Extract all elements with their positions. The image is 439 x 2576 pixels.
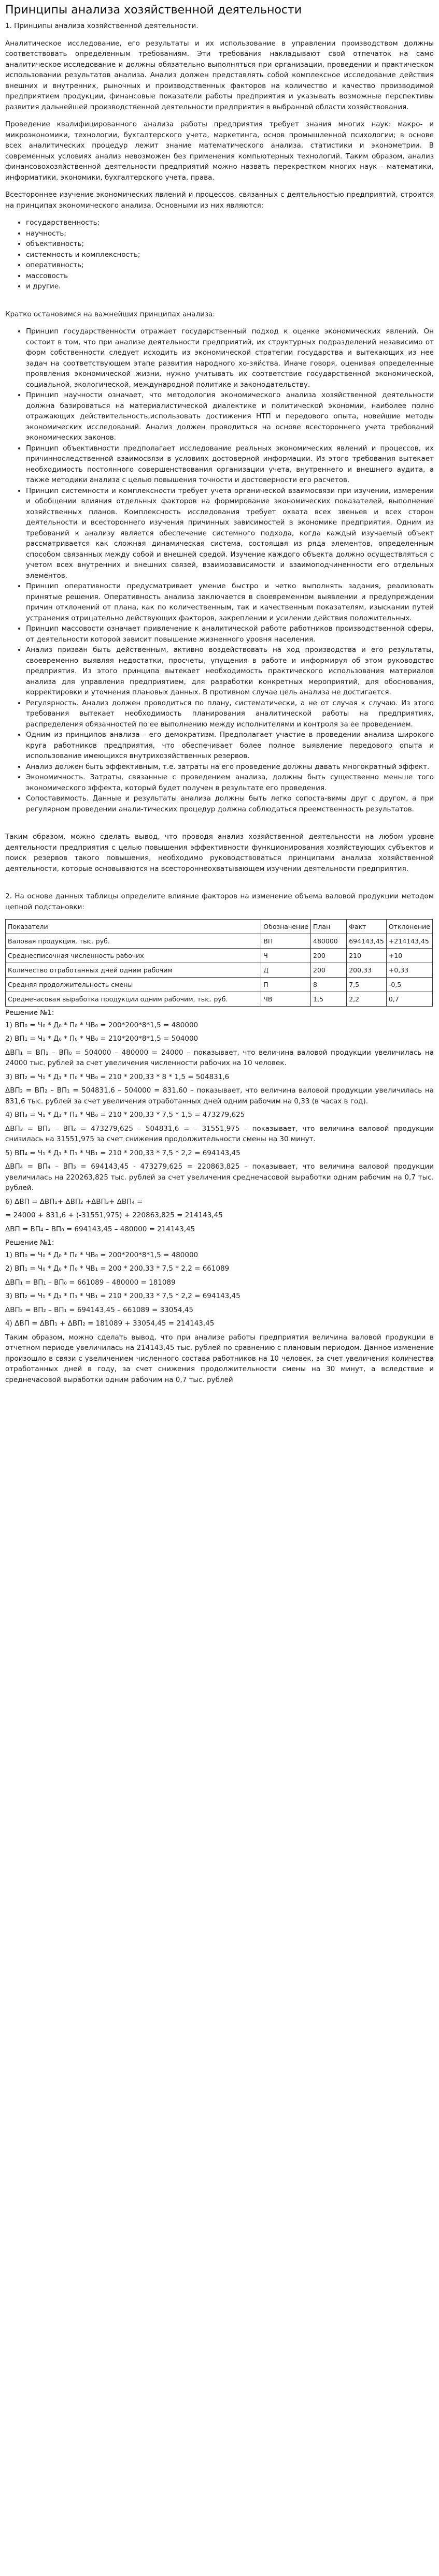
table-row [6,934,433,949]
table-cell: Ч [261,949,311,963]
table-cell: 694143,45 [347,934,387,949]
calc-line: 4) ΔВП = ΔВП₁ + ΔВП₂ = 181089 + 33054,45 = 214143,45 [5,1319,215,1328]
section-heading-2: 2. На основе данных таблицы определите влияние факторов на изменение объема валовой продукции методом цепной подстановки: [5,892,434,911]
list-item: • Принцип объективности предполагает исследование реальных экономических явлений и процессов, их причинноследственной взаимосвязи в условиях достоверной информации. Из этого требования вытекает необходимость постоянного совершенствования организации учета, внутреннего и внешнего аудита, а также методики анализа с целью повышения точности и достоверности его расчетов. [26,443,434,486]
table-cell: +10 [386,949,432,963]
list-item: • Сопоставимость. Данные и результаты анализа должны быть легко сопоста-вимы друг с другом, а при регулярном проведении анали-тических процедур должна соблюдаться преемственность результатов. [26,793,434,814]
list-item: • оперативность; [26,260,434,271]
list-item: • Принцип научности означает, что методология экономического анализа хозяйственной деятельности должна базироваться на материалистической диалектике и политической экономии, наиболее полно отражающих действительность,использовать достижения НТП и передового опыта, новейшие методы экономических исследований. Анализ должен проводиться на основе всестороннего учета требований экономических законов. [26,390,434,443]
table-header-cell: Факт [347,920,387,934]
table-cell: 200 [311,949,347,963]
list-item: • государственность; [26,217,434,228]
table-header-row [6,920,433,934]
table-cell: 210 [347,949,387,963]
list-item: • массовость [26,271,434,282]
list-item: • Одним из принципов анализа - его демократизм. Предполагает участие в проведении анализа широкого круга работников предприятия, что обеспечивает более полное выявление передового опыта и использование имеющихся внутрихозяйственных резервов. [26,730,434,762]
list-item: • Анализ должен быть эффективным, т.е. затраты на его проведение должны давать многократный эффект. [26,762,434,773]
table-row [6,992,433,1007]
table-cell: Средняя продолжительность смены [6,978,261,992]
list-item: • Принцип системности и комплексности требует учета органической взаимосвязи при изучении, измерении и обобщении влияния отдельных факторов на формирование экономических показателей, выполнение хозяйственных планов. Комплексность исследования требует охвата всех звеньев и всех сторон деятельности и всестороннего изучения причинных зависимостей в экономике предприятия. Одним из требований к анализу является обеспечение системного подхода, когда каждый изучаемый объект рассматривается как сложная динамическая система, состоящая из ряда элементов, определенным способом связанных между собой и внешней средой. Изучение каждого объекта должно осуществляться с учетом всех внутренних и внешних связей, взаимозависимости и взаимоподчиненности его отдельных элементов. [26,486,434,581]
paragraph-3: Всестороннее изучение экономических явлений и процессов, связанных с деятельностью предприятий, строится на принципах экономического анализа. Основными из них являются: [5,191,434,210]
calc-line: 1) ВП₀ = Ч₀ * Д₀ * П₀ * ЧВ₀ = 200*200*8*1,5 = 480000 [5,1021,199,1029]
calc-line: 4) ВП₃ = Ч₁ * Д₁ * П₁ * ЧВ₀ = 210 * 200,33 * 7,5 * 1,5 = 473279,625 [5,1111,245,1119]
solution-heading: Решение №1: [5,1009,54,1017]
page-title: Принципы анализа хозяйственной деятельности [5,4,302,17]
table-cell: ЧВ [261,992,311,1007]
table-cell: 1,5 [311,992,347,1007]
solution-2 [5,1238,434,1329]
table-cell: Среднечасовая выработка продукции одним рабочим, тыс. руб. [6,992,261,1007]
calc-line: 5) ВП₄ = Ч₁ * Д₁ * П₁ * ЧВ₁ = 210 * 200,33 * 7,5 * 2,2 = 694143,45 [5,1148,240,1157]
section-heading-1: 1. Принципы анализа хозяйственной деятельности. [5,22,199,30]
paragraph-1: Аналитическое исследование, его результаты и их использование в управлении производством должны соответствовать определенным требованиям. Эти требования накладывают свой отпечаток на само аналитическое исследование и должны обязательно выполняться при организации, проведении и практическом использовании результатов анализа. Анализ должен представлять собой комплексное исследование действия внешних и внутренних, рыночных и производственных факторов на количество и качество производимой предприятием продукции, финансовые показатели работы предприятия и указывать возможные перспективы развития дальнейшей производственной деятельности предприятия в выбранной области хозяйствования. [5,39,434,111]
list-item: • Принцип государственности отражает государственный подход к оценке экономических явлений. Он состоит в том, что при анализе деятельности предприятий, их структурных подразделений независимо от форм собственности следует исходить из экономической стратегии государства и вытекающих из нее задач на соответствующем этапе развития народного хо-зяйства. Иначе говоря, оценивая определенные проявления экономической жизни, нужно учитывать их соответствие государственной экономической, социальной, экологической, международной политике и законодательству. [26,326,434,390]
indicators-table [5,919,433,1007]
list-item: • системность и комплексность; [26,250,434,260]
calc-line: 3) ВП₂ = Ч₁ * Д₁ * П₁ * ЧВ₁ = 210 * 200,33 * 7,5 * 2,2 = 694143,45 [5,1292,240,1300]
calc-line: 1) ВП₀ = Ч₀ * Д₀ * П₀ * ЧВ₀ = 200*200*8*1,5 = 480000 [5,1250,199,1259]
calc-line: ΔВП₂ = ВП₂ – ВП₁ = 694143,45 – 661089 = 33054,45 [5,1305,194,1314]
table-header-cell: Показатели [6,920,261,934]
table-cell: +0,33 [386,963,432,978]
table-header-cell: План [311,920,347,934]
calc-line: ΔВП = ВП₄ – ВП₀ = 694143,45 – 480000 = 214143,45 [5,1225,195,1233]
list-item: • Анализ призван быть действенным, активно воздействовать на ход производства и его результаты, своевременно выявляя недостатки, просчеты, упущения в работе и информируя об этом руководство предприятия. Из этого принципа вытекает необходимость практического использования материалов анализа для управления предприятием, для разработки конкретных мероприятий, для обоснования, корректировки и уточнения плановых данных. В противном случае цель анализа не достигается. [26,645,434,698]
principles-list [5,217,434,292]
solution-1 [5,1008,434,1234]
calc-line: ΔВП₃ = ВП₃ – ВП₂ = 473279,625 – 504831,6 = – 31551,975 – показывает, что величина валовой продукции снизилась на 31551,975 за счет снижения продолжительности смены на 30 минут. [5,1124,434,1143]
list-item: • научность; [26,228,434,239]
table-header-cell: Отклонение [386,920,432,934]
calc-line: = 24000 + 831,6 + (-31551,975) + 220863,825 = 214143,45 [5,1211,223,1219]
table-row [6,949,433,963]
calc-line: 6) ΔВП = ΔВП₁+ ΔВП₂ +ΔВП₃+ ΔВП₄ = [5,1197,143,1206]
paragraph-2: Проведение квалифицированного анализа работы предприятия требует знания многих наук: макро- и микроэкономики, технологии, бухгалтерского учета, маркетинга, основ промышленной психологии; в основе всех аналитических процедур лежит знание математического анализа, статистики и эконометрии. В современных условиях анализ невозможен без применения компьютерных технологий. Таким образом, анализ финансовохозяйственной деятельности предприятий можно назвать перекрестком многих наук - математики, информатики, экономики, бухгалтерского учета, права. [5,120,434,182]
table-cell: 8 [311,978,347,992]
calc-line: ΔВП₄ = ВП₄ – ВП₃ = 694143,45 - 473279,625 = 220863,825 – показывает, что величина валовой продукции увеличилась на 220263,825 тыс. рублей за счет увеличения среднечасовой выработки одним рабочим на 0,7 тыс. рублей. [5,1162,434,1192]
table-row [6,978,433,992]
table-header-cell: Обозначение [261,920,311,934]
table-cell: 200 [311,963,347,978]
list-item: • Принцип массовости означает привлечение к аналитической работе работников производственной сферы, от деятельности которой зависит повышение жизненного уровня населения. [26,623,434,645]
paragraph-4: Кратко остановимся на важнейших принципах анализа: [5,310,215,318]
list-item: • объективность; [26,239,434,250]
list-item: • Экономичность. Затраты, связанные с проведением анализа, должны быть существенно меньше того экономического эффекта, который будет получен в результате его проведения. [26,772,434,793]
calc-line: 3) ВП₂ = Ч₁ * Д₁ * П₀ * ЧВ₀ = 210 * 200,33 * 8 * 1,5 = 504831,6 [5,1072,230,1081]
table-cell: -0,5 [386,978,432,992]
table-cell: 2,2 [347,992,387,1007]
table-cell: +214143,45 [386,934,432,949]
list-item: • Регулярность. Анализ должен проводиться по плану, систематически, а не от случая к случаю. Из этого требования вытекает необходимость планирования аналитической работы на предприятиях, распределения обязанностей по ее выполнению между исполнителями и контроля за ее проведением. [26,698,434,730]
list-item: • Принцип оперативности предусматривает умение быстро и четко выполнять задания, реализовать принятые решения. Оперативность анализа заключается в своевременном выявлении и предупреждении причин отклонений от плана, как по количественным, так и качественным показателям, изыскании путей устранения отрицательно действующих факторов, закреплении и усилении действия положительных. [26,581,434,623]
list-item: • и другие. [26,281,434,292]
table-cell: 0,7 [386,992,432,1007]
table-cell: 7,5 [347,978,387,992]
calc-line: 2) ВП₁ = Ч₀ * Д₀ * П₀ * ЧВ₁ = 200 * 200,33 * 7,5 * 2,2 = 661089 [5,1264,230,1273]
table-row [6,963,433,978]
table-cell: 480000 [311,934,347,949]
table-cell: П [261,978,311,992]
calc-line: 2) ВП₁ = Ч₁ * Д₀ * П₀ * ЧВ₀ = 210*200*8*1,5 = 504000 [5,1035,199,1043]
conclusion-paragraph: Таким образом, можно сделать вывод, что при анализе работы предприятия величина валовой продукции в отчетном периоде увеличилась на 214143,45 тыс. рублей по сравнению с плановым периодом. Данное изменение произошло в связи с увеличением численного состава работников на 10 человек, за счет увеличения количества отработанных дней в году, за счет снижения продолжительности смены на 30 минут, а вследствие и среднечасовой выработки одним рабочим на 0,7 тыс. рублей [5,1333,434,1384]
table-cell: Количество отработанных дней одним рабочим [6,963,261,978]
paragraph-5: Таким образом, можно сделать вывод, что проводя анализ хозяйственной деятельности на любом уровне деятельности предприятия с целью повышения эффективности функционирования хозяйствующих субъектов и поиск резервов такого повышения, необходимо руководствоваться принципами анализа хозяйственной деятельности, которые основываются на всестороннеохватывающем изучении деятельности предприятия. [5,833,434,873]
table-cell: Д [261,963,311,978]
table-cell: 200,33 [347,963,387,978]
principles-detail-list [5,326,434,814]
table-cell: ВП [261,934,311,949]
solution-heading: Решение №1: [5,1239,54,1247]
calc-line: ΔВП₁ = ВП₁ – ВП₀ = 661089 – 480000 = 181089 [5,1278,176,1287]
calc-line: ΔВП₁ = ВП₁ – ВП₀ = 504000 – 480000 = 24000 – показывает, что величина валовой продукции увеличилась на 24000 тыс. рублей за счет увеличения численности рабочих на 10 человек. [5,1048,434,1067]
table-cell: Валовая продукция, тыс. руб. [6,934,261,949]
calc-line: ΔВП₂ = ВП₂ – ВП₁ = 504831,6 – 504000 = 831,60 – показывает, что величина валовой продукции увеличилась на 831,6 тыс. рублей за счет увеличения отработанных дней одним рабочим на 0,33 (в часах в год). [5,1086,434,1105]
table-cell: Среднесписочная численность рабочих [6,949,261,963]
